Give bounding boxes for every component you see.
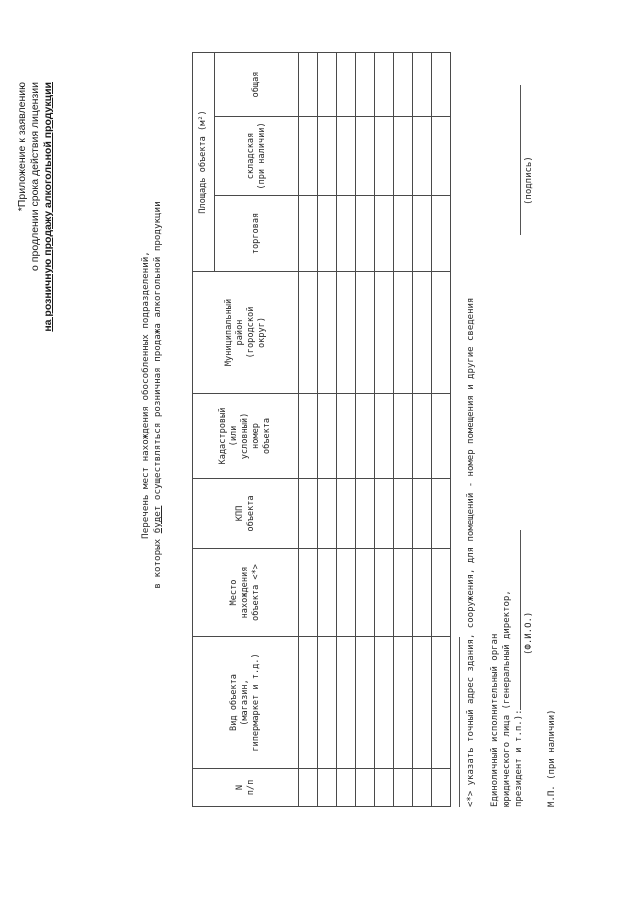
table-cell xyxy=(299,117,318,196)
table-cell xyxy=(432,53,451,117)
table-cell xyxy=(356,117,375,196)
table-row xyxy=(432,53,451,807)
table-cell xyxy=(299,637,318,769)
table-row xyxy=(413,53,432,807)
appendix-header xyxy=(16,82,55,332)
table-cell xyxy=(432,549,451,637)
table-cell xyxy=(337,479,356,549)
table-cell xyxy=(318,479,337,549)
table-cell xyxy=(413,196,432,272)
table-cell xyxy=(318,196,337,272)
table-cell xyxy=(432,117,451,196)
table-cell xyxy=(356,53,375,117)
table-cell xyxy=(356,769,375,807)
table-cell xyxy=(337,117,356,196)
table-cell xyxy=(356,479,375,549)
table-cell xyxy=(356,637,375,769)
table-cell xyxy=(337,196,356,272)
signature-line-1: Единоличный исполнительный орган xyxy=(490,633,500,807)
header-area: Площадь объекта (м²) xyxy=(193,53,215,272)
table-row xyxy=(318,53,337,807)
table-cell xyxy=(375,637,394,769)
table-cell xyxy=(394,394,413,479)
table-cell xyxy=(299,394,318,479)
table-cell xyxy=(356,394,375,479)
table-cell xyxy=(318,117,337,196)
table-cell xyxy=(413,637,432,769)
signature-caption: (подпись) xyxy=(524,156,534,205)
table-cell xyxy=(375,196,394,272)
table-cell xyxy=(337,549,356,637)
table-row xyxy=(394,53,413,807)
table-cell xyxy=(413,53,432,117)
header-municipal-district: Муниципальный район (городской округ) xyxy=(193,272,299,394)
table-cell xyxy=(413,479,432,549)
table-cell xyxy=(318,394,337,479)
header-cadastral-number: Кадастровый (или условный) номер объекта xyxy=(193,394,299,479)
fio-line xyxy=(520,530,521,710)
table-cell xyxy=(318,549,337,637)
table-cell xyxy=(337,53,356,117)
table-cell xyxy=(432,769,451,807)
header-location: Место нахождения объекта <*> xyxy=(193,549,299,637)
table-cell xyxy=(356,549,375,637)
table-cell xyxy=(394,637,413,769)
table-cell xyxy=(337,394,356,479)
table-cell xyxy=(394,117,413,196)
table-cell xyxy=(299,479,318,549)
table-cell xyxy=(394,549,413,637)
table-cell xyxy=(318,637,337,769)
table-cell xyxy=(299,53,318,117)
table-cell xyxy=(375,53,394,117)
table-cell xyxy=(318,53,337,117)
title-line-2-post: осуществляться розничная продажа алкогольной продукции xyxy=(152,201,163,506)
header-number: N п/п xyxy=(193,769,299,807)
table-cell xyxy=(432,394,451,479)
table-cell xyxy=(413,769,432,807)
title-line-2-underlined: будет xyxy=(152,505,163,534)
title-line-2 xyxy=(152,115,164,675)
fio-caption: (Ф.И.О.) xyxy=(524,611,534,655)
document-title xyxy=(140,115,164,675)
table-cell xyxy=(394,53,413,117)
table-row xyxy=(356,53,375,807)
subheader-trade-area: торговая xyxy=(215,196,299,272)
table-cell xyxy=(337,637,356,769)
table-cell xyxy=(413,394,432,479)
objects-table xyxy=(192,52,451,807)
stamp-placeholder: М.П. (при наличии) xyxy=(547,709,557,807)
footnote-separator xyxy=(459,637,460,807)
table-cell xyxy=(356,196,375,272)
table-cell xyxy=(432,479,451,549)
table-cell xyxy=(318,769,337,807)
table-row xyxy=(337,53,356,807)
appendix-line-3: на розничную продажу алкогольной продукции xyxy=(42,82,54,332)
title-line-2-pre: в которых xyxy=(152,533,163,589)
table-cell xyxy=(356,272,375,394)
table-cell xyxy=(394,196,413,272)
table-cell xyxy=(413,117,432,196)
table-cell xyxy=(318,272,337,394)
appendix-line-2: о продлении срока действия лицензии xyxy=(29,82,41,271)
table-cell xyxy=(375,549,394,637)
table-row xyxy=(299,53,318,807)
table-cell xyxy=(394,769,413,807)
table-cell xyxy=(375,479,394,549)
footnote-text: <*> указать точный адрес здания, сооружения, для помещений - номер помещения и другие сведения xyxy=(466,297,476,807)
table-cell xyxy=(413,549,432,637)
signature-line-2: юридического лица (генеральный директор, xyxy=(502,590,512,807)
table-cell xyxy=(299,549,318,637)
table-header-row xyxy=(193,53,215,807)
title-line-1: Перечень мест нахождения обособленных подразделений, xyxy=(140,251,151,539)
header-object-type: Вид объекта (магазин, гипермаркет и т.д.) xyxy=(193,637,299,769)
table-row xyxy=(375,53,394,807)
table-cell xyxy=(299,769,318,807)
subheader-storage-area: складская (при наличии) xyxy=(215,117,299,196)
appendix-line-1: *Приложение к заявлению xyxy=(16,82,28,212)
table-cell xyxy=(337,272,356,394)
table-cell xyxy=(375,769,394,807)
subheader-total-area: общая xyxy=(215,53,299,117)
table-cell xyxy=(375,394,394,479)
signature-line-3: президент и т.п.): xyxy=(514,709,524,807)
table-cell xyxy=(375,117,394,196)
header-kpp: КПП объекта xyxy=(193,479,299,549)
table-cell xyxy=(299,196,318,272)
table-cell xyxy=(432,272,451,394)
table-cell xyxy=(413,272,432,394)
table-cell xyxy=(394,272,413,394)
table-cell xyxy=(337,769,356,807)
table-cell xyxy=(432,196,451,272)
table-cell xyxy=(375,272,394,394)
table-cell xyxy=(394,479,413,549)
table-cell xyxy=(432,637,451,769)
signature-line xyxy=(520,85,521,235)
table-cell xyxy=(299,272,318,394)
